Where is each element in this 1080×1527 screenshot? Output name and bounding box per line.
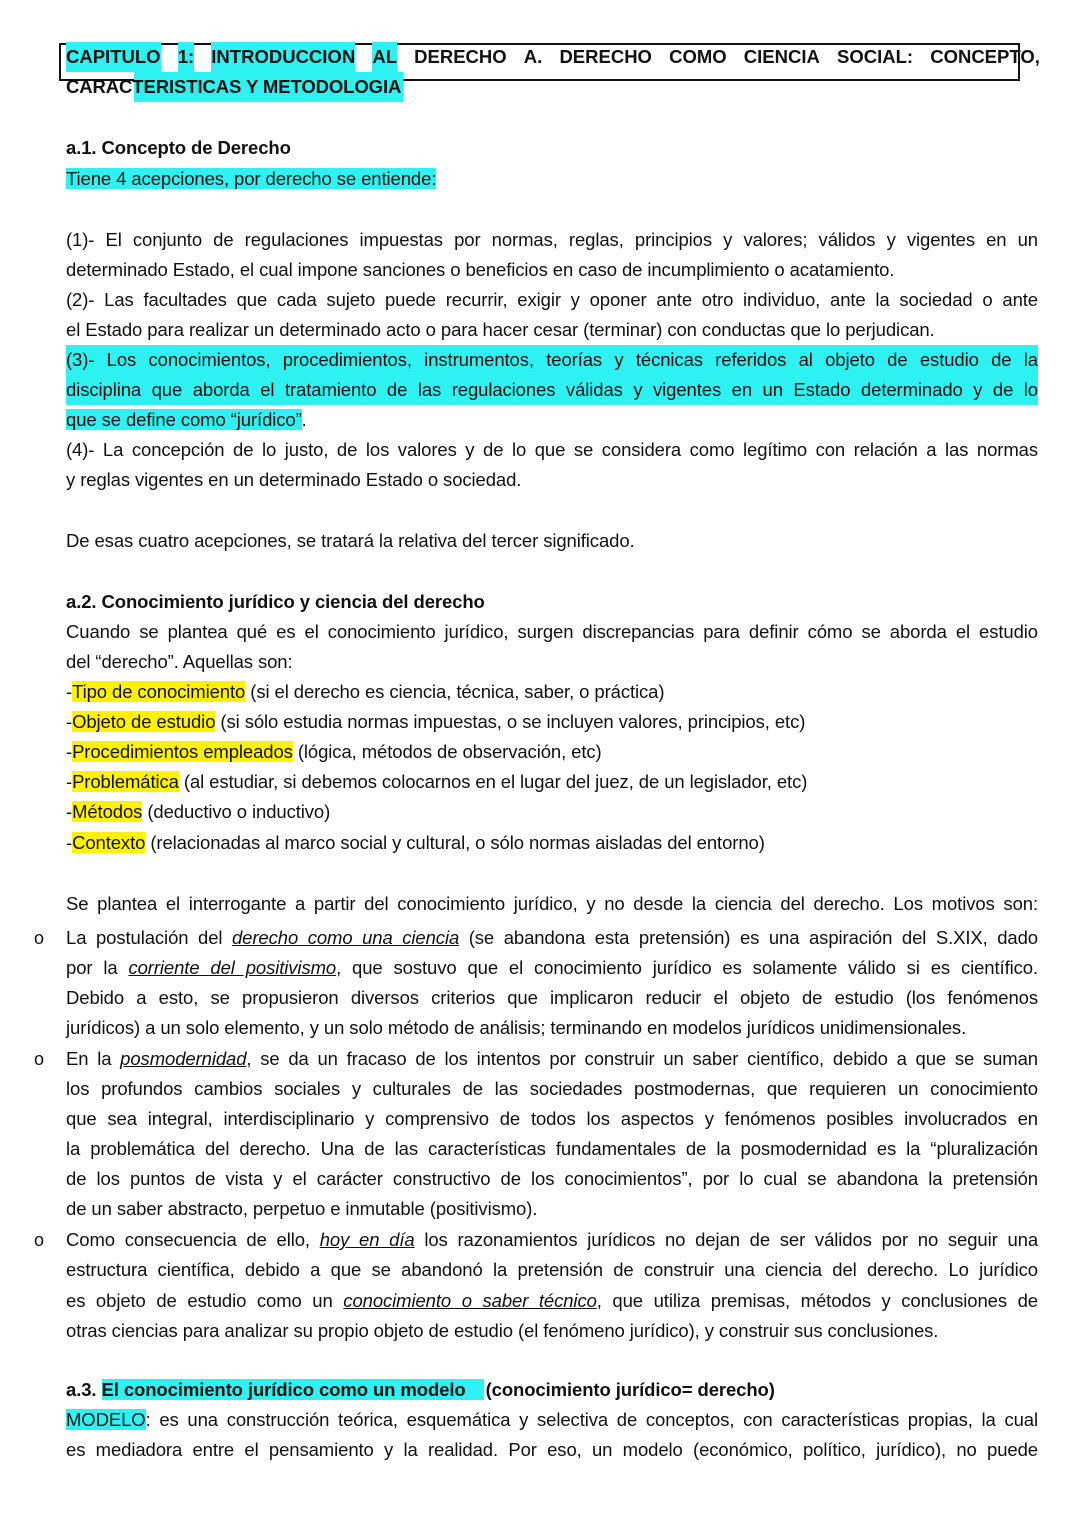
a1-intro-text: Tiene 4 acepciones, por derecho se entiende: <box>66 168 437 189</box>
a1-p3-line3-dot: . <box>301 409 307 430</box>
b1-line4: jurídicos) a un solo elemento, y un solo método de análisis; terminando en modelos jurídicos unidimensionales. <box>66 1017 967 1038</box>
title-word: A. <box>523 46 543 67</box>
list-item-key: Métodos <box>72 801 143 822</box>
heading-number: a.3. <box>66 1379 102 1400</box>
a1-p4-line1: (4)- La concepción de lo justo, de los valores y de lo que se considera como legítimo con relación a las normas <box>66 439 1038 460</box>
list-item-key: Objeto de estudio <box>72 711 216 732</box>
a1-p3-line1: (3)- Los conocimientos, procedimientos, instrumentos, teorías y técnicas referidos al objeto de estudio de la <box>66 345 1038 375</box>
text: Como consecuencia de ello, <box>66 1229 320 1250</box>
title-word: DERECHO <box>559 46 652 67</box>
title-word: CIENCIA <box>743 46 820 67</box>
text: los razonamientos jurídicos no dejan de ser válidos por no seguir una <box>414 1229 1039 1250</box>
dash: - <box>66 771 73 792</box>
list-item-text: (deductivo o inductivo) <box>142 801 331 822</box>
list-item-text: (relacionadas al marco social y cultural, o sólo normas aisladas del entorno) <box>145 832 765 853</box>
section-heading-a1: a.1. Concepto de Derecho <box>66 137 291 158</box>
text: , se da un fracaso de los intentos por construir un saber científico, debido a que se suman <box>246 1048 1038 1069</box>
list-item-text: (al estudiar, si debemos colocarnos en el lugar del juez, de un legislador, etc) <box>178 771 808 792</box>
text: En la <box>66 1048 121 1069</box>
list-item-text: (si el derecho es ciencia, técnica, saber, o práctica) <box>245 681 665 702</box>
a1-p1-line1: (1)- El conjunto de regulaciones impuestas por normas, reglas, principios y valores; válidos y vigentes en un <box>66 229 1038 250</box>
text: es objeto de estudio como un <box>66 1290 344 1311</box>
title-word: COMO <box>669 46 727 67</box>
a1-p2-line1: (2)- Las facultades que cada sujeto puede recurrir, exigir y oponer ante otro individuo, ante la sociedad o ante <box>66 289 1038 310</box>
list-item-text: (lógica, métodos de observación, etc) <box>292 741 602 762</box>
chapter-title-line-1 <box>66 42 1040 72</box>
text: , que sostuvo que el conocimiento jurídico es solamente válido si es científico. <box>336 957 1038 978</box>
title-word: CAPITULO <box>66 42 161 72</box>
a1-closing: De esas cuatro acepciones, se tratará la relativa del tercer significado. <box>66 530 635 551</box>
section-heading-a2: a.2. Conocimiento jurídico y ciencia del derecho <box>66 591 485 612</box>
list-item <box>66 797 1038 827</box>
list-item <box>66 677 1038 707</box>
heading-highlight: El conocimiento jurídico como un modelo <box>102 1379 484 1400</box>
b2-line3: que sea integral, interdisciplinario y comprensivo de todos los aspectos y fenómenos posibles involucrados en <box>66 1108 1038 1129</box>
a1-p3-line3-hl: que se define como “jurídico” <box>66 409 302 430</box>
a1-p3-line2: disciplina que aborda el tratamiento de las regulaciones válidas y vigentes en un Estado determinado y de lo <box>66 375 1038 405</box>
b2-line1 <box>66 1044 1038 1074</box>
text: La postulación del <box>66 927 232 948</box>
b3-line2: estructura científica, debido a que se abandonó la pretensión de construir una ciencia del derecho. Lo jurídico <box>66 1259 1038 1280</box>
bullet-icon: o <box>34 1049 45 1069</box>
b3-line1 <box>66 1225 1038 1255</box>
list-item <box>66 737 1038 767</box>
b2-line4: la problemática del derecho. Una de las características fundamentales de la posmodernidad es la “pluralización <box>66 1138 1038 1159</box>
bullet-icon: o <box>34 928 45 948</box>
bullet-icon: o <box>34 1230 45 1250</box>
a1-p1-line2: determinado Estado, el cual impone sanciones o beneficios en caso de incumplimiento o acatamiento. <box>66 259 895 280</box>
chapter-title-line-2: CARACTERISTICAS Y METODOLOGIA <box>66 72 403 102</box>
a1-p3-line3 <box>66 405 307 435</box>
dash: - <box>66 741 73 762</box>
emphasis: posmodernidad <box>120 1048 247 1069</box>
dash: - <box>66 832 73 853</box>
title-word: SOCIAL: <box>837 46 914 67</box>
title-word: CONCEPTO, <box>930 46 1040 67</box>
title-word: INTRODUCCION <box>211 42 355 72</box>
a1-intro <box>66 164 436 194</box>
title-word: AL <box>372 42 397 72</box>
list-item <box>66 707 1038 737</box>
a1-p2-line2: el Estado para realizar un determinado acto o para hacer cesar (terminar) con conductas que lo perjudican. <box>66 319 935 340</box>
definition-text: : es una construcción teórica, esquemática y selectiva de conceptos, con características propias, la cual <box>145 1409 1038 1430</box>
b3-line4: otras ciencias para analizar su propio objeto de estudio (el fenómeno jurídico), y construir sus conclusiones. <box>66 1320 939 1341</box>
list-item <box>66 828 1038 858</box>
section-heading-a3 <box>66 1375 1038 1405</box>
emphasis: corriente del positivismo <box>128 957 337 978</box>
dash: - <box>66 801 73 822</box>
emphasis: derecho como una ciencia <box>231 927 460 948</box>
dash: - <box>66 681 73 702</box>
title-word: DERECHO <box>414 46 507 67</box>
text: por la <box>66 957 129 978</box>
a1-p4-line2: y reglas vigentes en un determinado Estado o sociedad. <box>66 469 522 490</box>
a3-def-line1 <box>66 1405 1038 1435</box>
list-item <box>66 767 1038 797</box>
emphasis: conocimiento o saber técnico <box>343 1290 597 1311</box>
list-item-key: Tipo de conocimiento <box>72 681 246 702</box>
a3-def-line2: es mediadora entre el pensamiento y la realidad. Por eso, un modelo (económico, político, jurídico), no puede <box>66 1439 1038 1460</box>
text: (se abandona esta pretensión) es una aspiración del S.XIX, dado <box>459 927 1039 948</box>
b1-line2 <box>66 953 1038 983</box>
b2-line6: de un saber abstracto, perpetuo e inmutable (positivismo). <box>66 1198 538 1219</box>
text: , que utiliza premisas, métodos y conclusiones de <box>596 1290 1038 1311</box>
definition-term: MODELO <box>66 1409 146 1430</box>
b3-line3 <box>66 1286 1038 1316</box>
b1-line3: Debido a esto, se propusieron diversos criterios que implicaron reducir el objeto de estudio (los fenómenos <box>66 987 1038 1008</box>
heading-note: (conocimiento jurídico= derecho) <box>485 1379 775 1400</box>
emphasis: hoy en día <box>319 1229 415 1250</box>
b1-line1 <box>66 923 1038 953</box>
list-item-key: Procedimientos empleados <box>72 741 293 762</box>
dash: - <box>66 711 73 732</box>
a2-intro-line2: del “derecho”. Aquellas son: <box>66 651 293 672</box>
list-item-key: Problemática <box>72 771 179 792</box>
a2-intro-line1: Cuando se plantea qué es el conocimiento jurídico, surgen discrepancias para definir cómo se aborda el estudio <box>66 621 1038 642</box>
title-word: 1: <box>178 42 194 72</box>
b2-line5: de los puntos de vista y el carácter constructivo de los conocimientos”, por lo cual se abandona la pretensión <box>66 1168 1038 1189</box>
a2-motives-intro: Se plantea el interrogante a partir del conocimiento jurídico, y no desde la ciencia del derecho. Los motivos son: <box>66 893 1038 914</box>
b2-line2: los profundos cambios sociales y culturales de las sociedades postmodernas, que requieren un conocimiento <box>66 1078 1038 1099</box>
list-item-key: Contexto <box>72 832 146 853</box>
list-item-text: (si sólo estudia normas impuestas, o se incluyen valores, principios, etc) <box>215 711 806 732</box>
